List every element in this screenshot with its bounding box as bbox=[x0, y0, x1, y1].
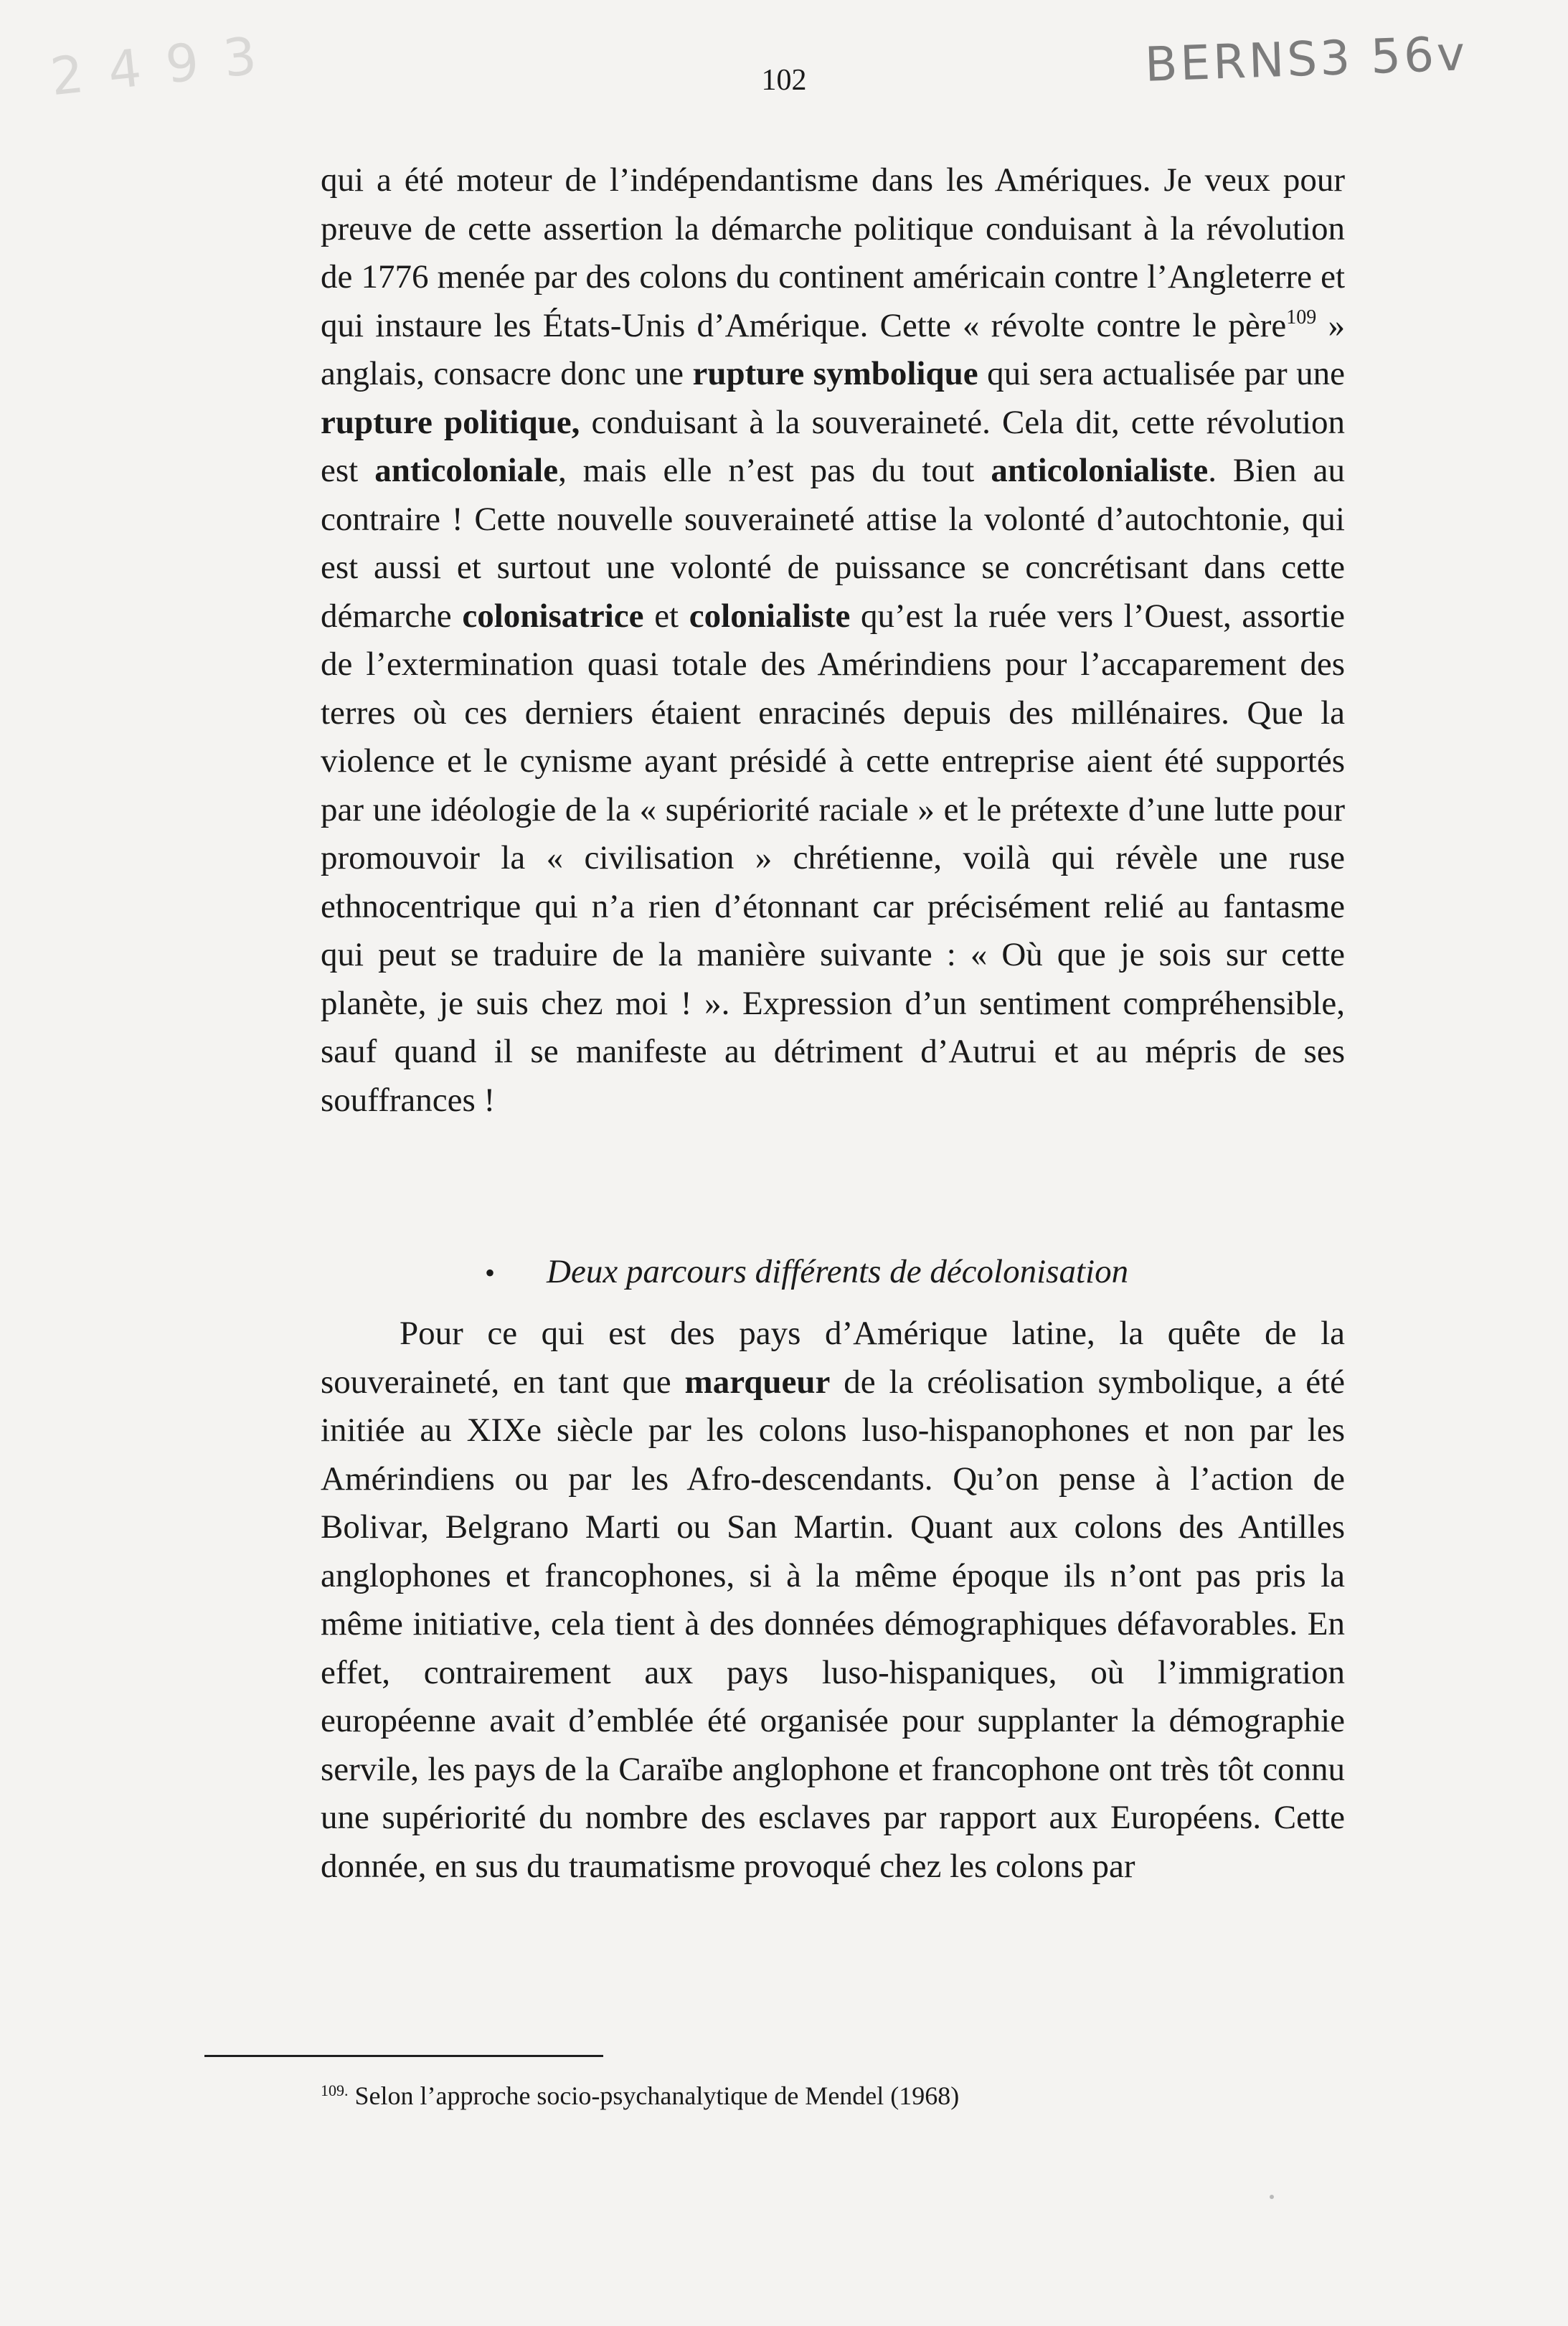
bold-term: colonialiste bbox=[689, 597, 851, 635]
body-paragraph-2-block bbox=[321, 1310, 1345, 1891]
text-run: » anglais, consacre donc une bbox=[321, 306, 1346, 392]
handwritten-reference-note: BERNS3 56v bbox=[1143, 26, 1469, 93]
text-run: qui sera actualisée par une bbox=[978, 355, 1345, 392]
text-run: qu’est la ruée vers l’Ouest, assortie de l’extermination quasi totale des Amérindiens pour l’accaparement des terres où ces derniers étaient enracinés depuis des millénaires. Que la violence et le cynisme ayant présidé à cette entreprise aient été supportés par une idéologie de la « supériorité raciale » et le prétexte d’une lutte pour promouvoir la « civilisation » chrétienne, voilà qui révèle une ruse ethnocentrique qui n’a rien d’étonnant car précisément relié au fantasme qui peut se traduire de la manière suivante : « Où que je sois sur cette planète, je suis chez moi ! ». Expression d’un sentiment compréhensible, sauf quand il se manifeste au détriment d’Autrui et au mépris de ses souffrances ! bbox=[321, 597, 1346, 1119]
bullet-icon: • bbox=[485, 1257, 496, 1289]
text-run: Pour ce qui est des pays d’Amérique latine, la quête de la souveraineté, en tant que bbox=[321, 1315, 1345, 1401]
footnote-reference: 109 bbox=[1286, 306, 1317, 328]
bold-term: anticoloniale bbox=[374, 452, 559, 489]
faint-bleedthrough-mark: 2 4 9 3 bbox=[47, 24, 264, 108]
body-paragraph-1-block bbox=[321, 156, 1345, 1125]
bold-term: marqueur bbox=[684, 1363, 831, 1401]
body-paragraph-1 bbox=[321, 156, 1345, 1125]
text-run: et bbox=[643, 597, 689, 635]
text-run: . Bien au contraire ! Cette nouvelle souveraineté attise la volonté d’autochtonie, qui est aussi et surtout une volonté de puissance se concrétisant dans cette démarche bbox=[321, 452, 1346, 635]
text-run: de la créolisation symbolique, a été initiée au XIXe siècle par les colons luso-hispanophones et non par les Amérindiens ou par les Afro-descendants. Qu’on pense à l’action de Bolivar, Belgrano Marti ou San Martin. Quant aux colons des Antilles anglophones et francophones, si à la même époque ils n’ont pas pris la même initiative, cela tient à des données démographiques défavorables. En effet, contrairement aux pays luso-hispaniques, où l’immigration européenne avait d’emblée été organisée pour supplanter la démographie servile, les pays de la Caraïbe anglophone et francophone ont très tôt connu une supériorité du nombre des esclaves par rapport aux Européens. Cette donnée, en sus du traumatisme provoqué chez les colons par bbox=[321, 1363, 1345, 1885]
footnote-text: Selon l’approche socio-psychanalytique de Mendel (1968) bbox=[348, 2081, 960, 2110]
paper-speck bbox=[1270, 2195, 1274, 2199]
page-number: 102 bbox=[761, 64, 807, 97]
section-heading bbox=[485, 1248, 1128, 1297]
bold-term: anticolonialiste bbox=[991, 452, 1209, 489]
section-heading-text: Deux parcours différents de décolonisation bbox=[547, 1253, 1129, 1290]
bold-term: rupture politique, bbox=[321, 403, 580, 441]
footnote bbox=[321, 2079, 959, 2113]
bold-term: rupture symbolique bbox=[692, 355, 978, 392]
footnote-number: 109. bbox=[321, 2081, 349, 2099]
text-run: qui a été moteur de l’indépendantisme dans les Amériques. Je veux pour preuve de cette assertion la démarche politique conduisant à la révolution de 1776 menée par des colons du continent américain contre l’Angleterre et qui instaure les États-Unis d’Amérique. Cette « révolte contre le père bbox=[321, 161, 1345, 344]
text-run: conduisant à la souveraineté. Cela dit, cette révolution est bbox=[321, 403, 1345, 489]
footnote-divider bbox=[204, 2055, 603, 2057]
body-paragraph-2 bbox=[321, 1310, 1345, 1891]
text-run: , mais elle n’est pas du tout bbox=[558, 452, 991, 489]
bold-term: colonisatrice bbox=[462, 597, 644, 635]
